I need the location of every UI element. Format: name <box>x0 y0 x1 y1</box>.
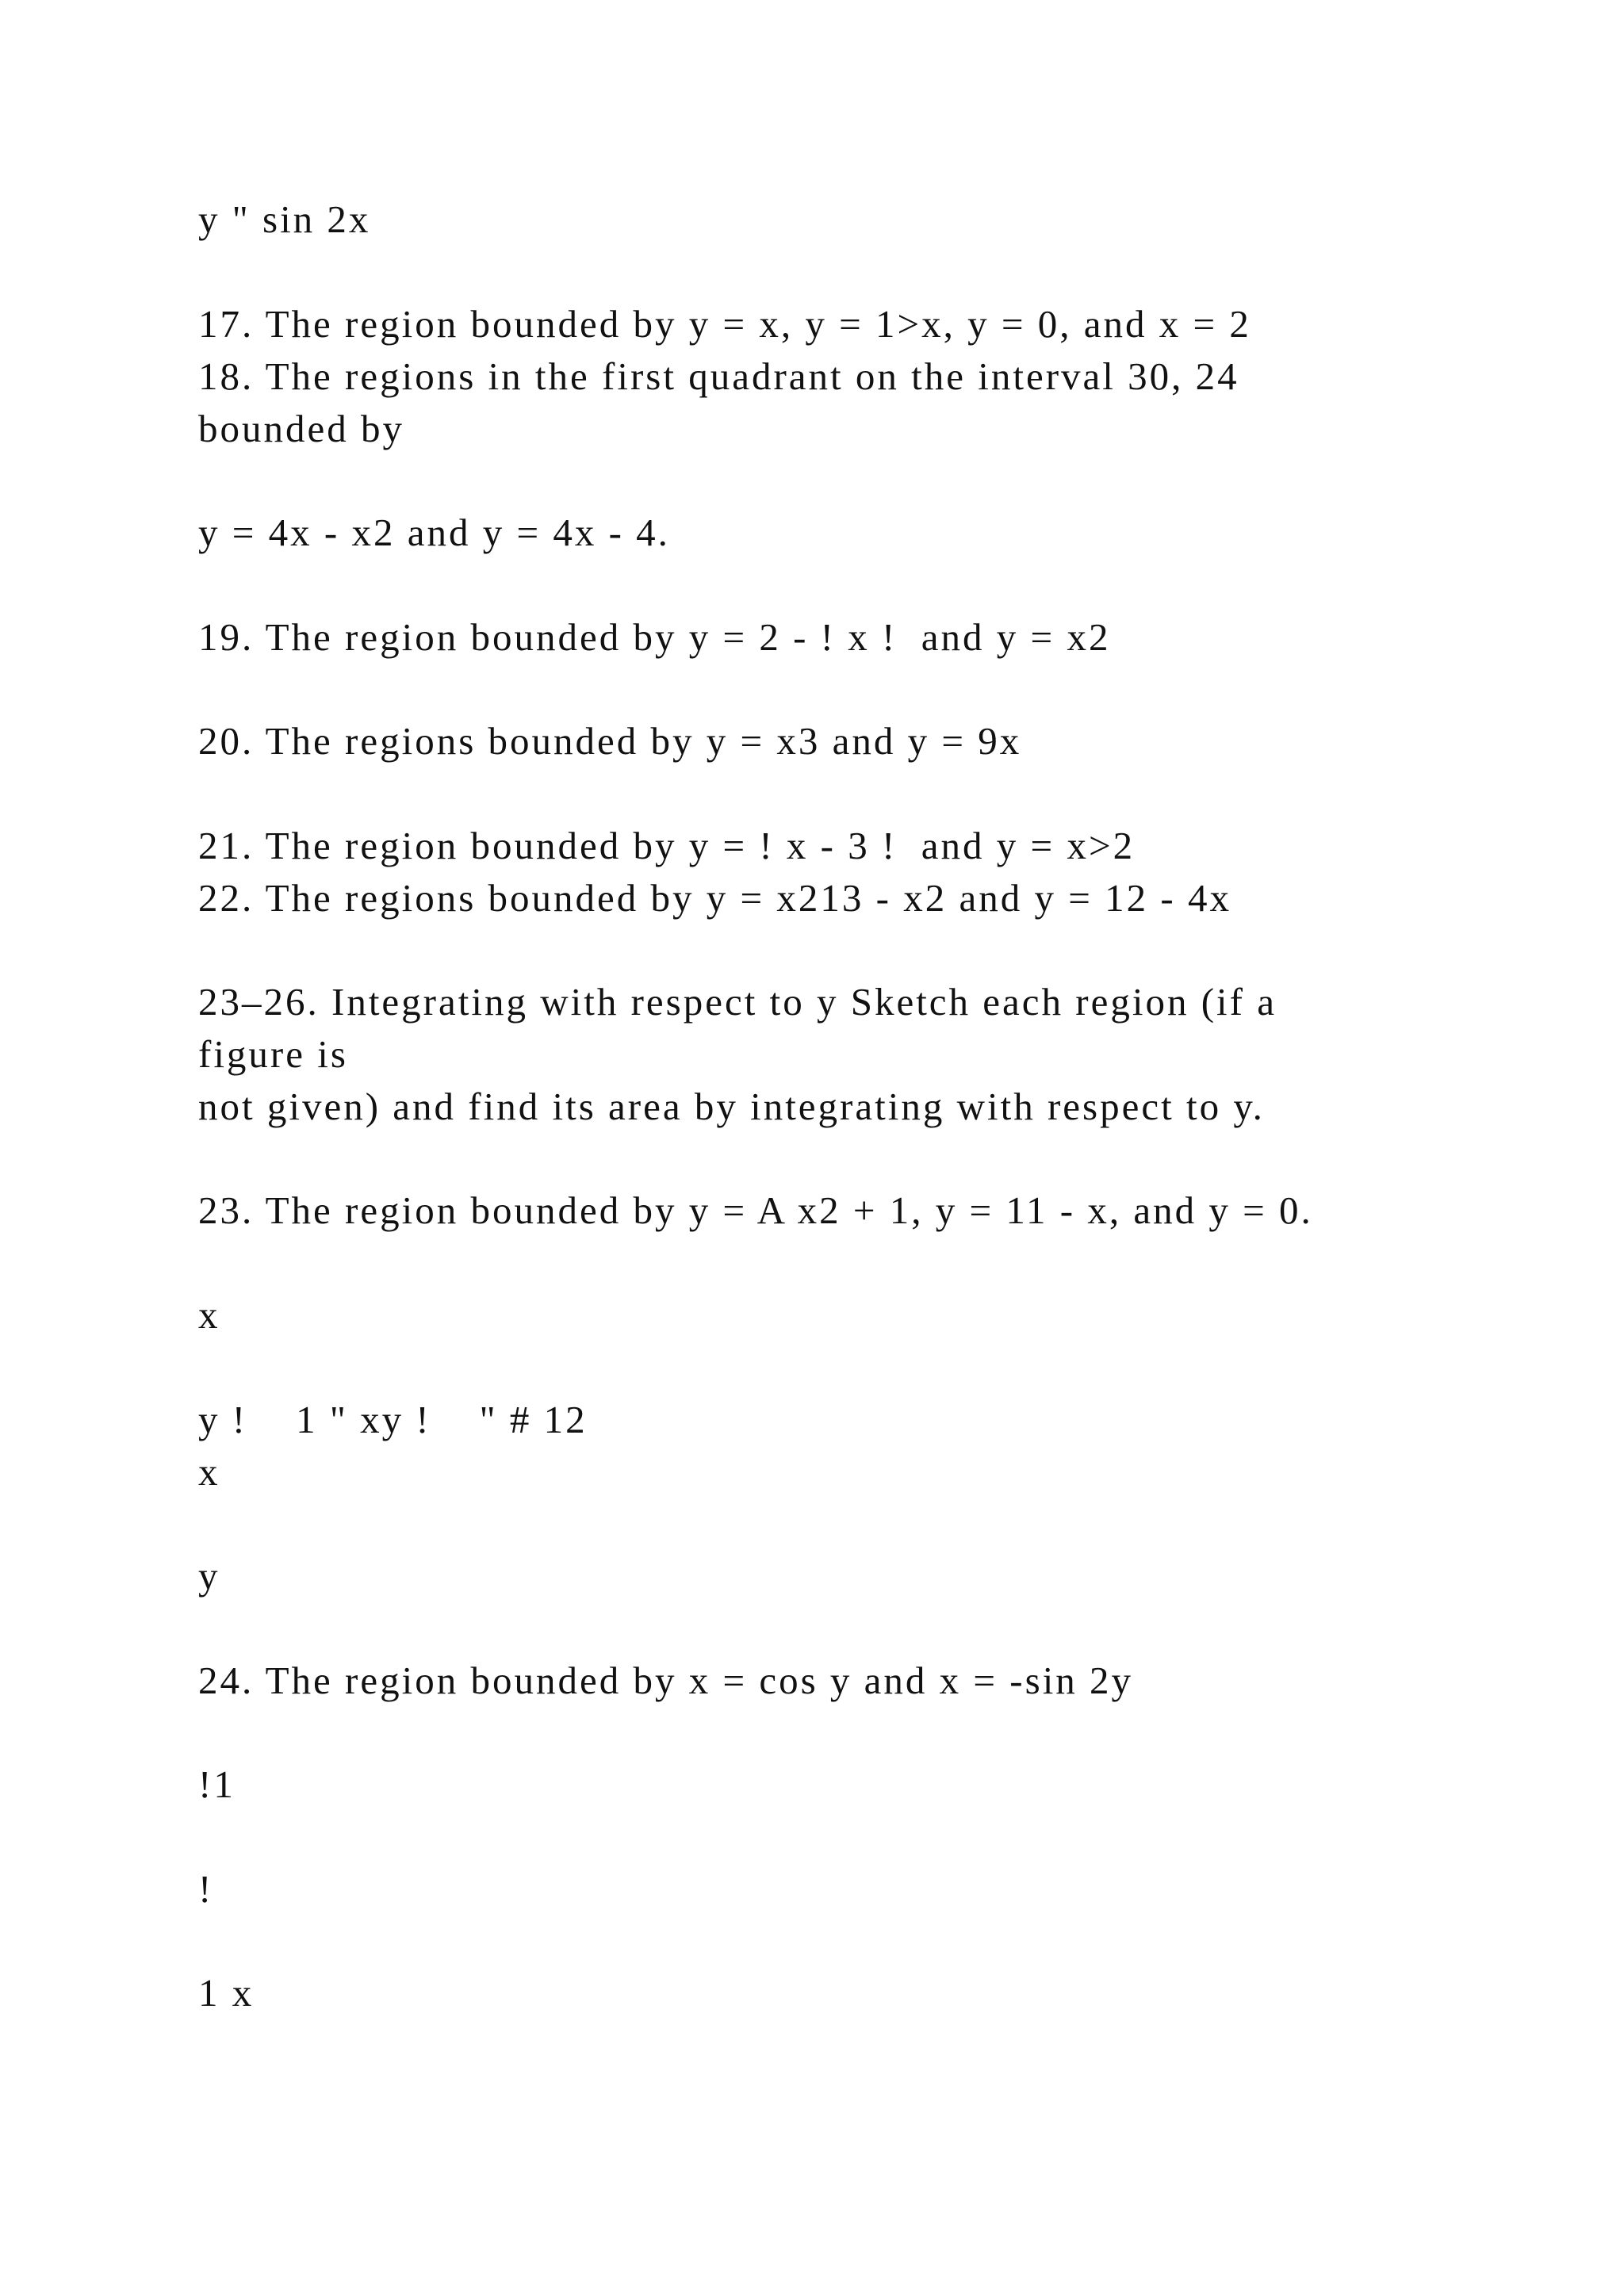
problem-18: 18. The regions in the first quadrant on the interval 30, 24 <box>198 354 1239 398</box>
problem-20: 20. The regions bounded by y = x3 and y = 9x <box>198 719 1022 763</box>
problem-21: 21. The region bounded by y = ! x - 3 ! and y = x>2 <box>198 824 1136 867</box>
section-heading-23-26: 23–26. Integrating with respect to y Sketch each region (if a <box>198 980 1277 1024</box>
section-heading-continuation: figure is <box>198 1032 348 1076</box>
problem-23: 23. The region bounded by y = A x2 + 1, y = 11 - x, and y = 0. <box>198 1188 1313 1232</box>
problem-18-equations: y = 4x - x2 and y = 4x - 4. <box>198 511 670 554</box>
problem-22: 22. The regions bounded by y = x213 - x2 and y = 12 - 4x <box>198 876 1231 920</box>
figure-label-x: x <box>198 1293 220 1337</box>
figure-label-y: y <box>198 1554 220 1598</box>
section-instructions: not given) and find its area by integrating with respect to y. <box>198 1085 1265 1128</box>
figure-label-x: x <box>198 1450 220 1494</box>
figure-label-1-x: 1 x <box>198 1971 255 2015</box>
figure-label-bang: ! <box>198 1867 214 1911</box>
figure-label-neg-1: !1 <box>198 1762 236 1806</box>
problem-18-continuation: bounded by <box>198 407 404 450</box>
figure-equation-labels: y ! 1 " xy ! " # 12 <box>198 1398 588 1441</box>
problem-19: 19. The region bounded by y = 2 - ! x ! and y = x2 <box>198 615 1111 659</box>
text-line-sin-2x: y " sin 2x <box>198 197 371 241</box>
problem-24: 24. The region bounded by x = cos y and x = -sin 2y <box>198 1659 1134 1702</box>
problem-17: 17. The region bounded by y = x, y = 1>x, y = 0, and x = 2 <box>198 302 1251 346</box>
